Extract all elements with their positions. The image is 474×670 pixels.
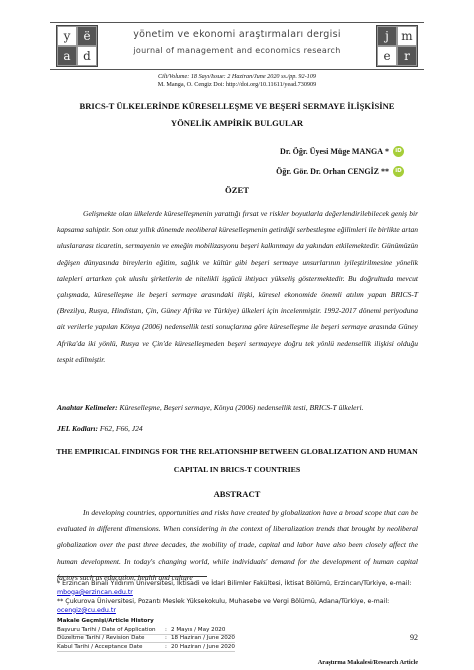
ozet-heading: ÖZET [225,185,249,195]
author-name: Dr. Öğr. Üyesi Müge MANGA [280,147,383,156]
orcid-icon[interactable]: iD [393,166,404,177]
history-label: Düzeltme Tarihi / Revision Date [57,635,145,642]
footnote-text: Erzincan Binali Yıldırım Üniversitesi, İktisadi ve İdari Bilimler Fakültesi, İktisat Bölümü, Erzincan/Türkiye, e-mail: [60,580,412,587]
journal-logo-left [56,25,98,67]
author-2 [276,166,404,177]
volume-issue-line: Cilt/Volume: 18 Sayı/Issue: 2 Haziran/June 2020 ss./pp. 92-109 [158,73,316,80]
logo-letter: r [397,46,417,66]
table-row: Kabul Tarihi / Acceptance Date : 20 Haziran / June 2020 [57,643,235,650]
journal-header [50,22,424,70]
author-1 [280,146,404,157]
footnote-text: Çukurova Üniversitesi, Pozantı Meslek Yüksekokulu, Muhasebe ve Vergi Bölümü, Adana/Türkiye, e-mail: [63,598,390,605]
jel-label: JEL Kodları: [57,424,99,433]
author-name: Öğr. Gör. Dr. Orhan CENGİZ [276,167,379,176]
journal-name [110,29,364,55]
email-link[interactable]: mboga@erzincan.edu.tr [57,588,133,596]
abstract-text: In developing countries, opportunities and risks have created by globalization have a broad scope that can be evaluated in different dimensions. When considering in the context of liberalization trends that brought by neoliberal globalization over the past three decades, the mobility of trade, capital and labor have also been closely affect the human development. In today's changing world, while individuals' demand for the development of human capital factors such as education, health and culture [57,508,418,582]
history-label: Kabul Tarihi / Acceptance Date [57,643,143,650]
paper-title-tr: BRICS-T ÜLKELERİNDE KÜRESELLEŞME VE BEŞERİ SERMAYE İLİŞKİSİNE YÖNELİK AMPİRİK BULGULAR [79,101,395,128]
footnote-2 [57,598,418,615]
affiliation-mark: ** [381,167,389,176]
article-type: Araştırma Makalesi/Research Article [317,659,418,666]
ozet-text: Gelişmekte olan ülkelerde küreselleşmenin yarattığı fırsat ve riskler boyutlarla değerlendirilebilecek geniş bir kapsama sahiptir. Son otuz yıllık dönemde neoliberal küreselleşmenin getirdiği serbestleşme eğilimleri ile birlikte artan uluslararası ticaretin, sermayenin ve emeğin mobilizasyonu beşeri kalkınmayı da yakından etkilemektedir. Günümüzün değişen dünyasında bireylerin eğitim, sağlık ve kültür gibi beşeri sermaye unsurlarının iyileştirilmesine yönelik talepleri artarken çok uluslu şirketlerin de nitelikli işgücü ihtiyacı yükseliş göstermektedir. Bu doğrultuda mevcut çalışmada, küreselleşme ile beşeri sermaye arasındaki ilişki, küresel ekonomide önemli atılım yapan BRICS-T (Brezilya, Rusya, Hindistan, Çin, Güney Afrika ve Türkiye) ülkeleri için incelenmiştir. 1992-2017 dönemi periyoduna ait verilerle yapılan Könya (2006) nedensellik testi sonuçlarına göre küreselleşme ile beşeri sermaye arasında Güney Afrika'da iki yönlü, Rusya ve Çin'de küreselleşmeden beşeri sermayeye doğru tek yönlü nedensellik ilişkisi olduğu tespit edilmiştir. [57,209,418,364]
affiliation-mark: * [385,147,389,156]
logo-letter: e [377,46,397,66]
journal-name-tr: yönetim ve ekonomi araştırmaları dergisi [133,29,341,40]
logo-letter: d [77,46,97,66]
journal-logo-right [376,25,418,67]
paper-title-en: THE EMPIRICAL FINDINGS FOR THE RELATIONSHIP BETWEEN GLOBALIZATION AND HUMAN CAPITAL IN BRICS-T COUNTRIES [56,447,418,474]
history-value: 18 Haziran / June 2020 [171,635,235,642]
footnote-1 [57,580,418,597]
abstract-heading: ABSTRACT [213,489,261,499]
journal-name-en: journal of management and economics research [133,46,341,55]
table-row: Düzeltme Tarihi / Revision Date : 18 Haziran / June 2020 [57,635,235,642]
doi-line: M. Manga, O. Cengiz Doi: http://doi.org/10.11611/yead.730909 [157,81,317,88]
keywords-label: Anahtar Kelimeler: [57,403,118,412]
email-link[interactable]: ocengiz@cu.edu.tr [57,606,116,614]
logo-letter: ë [77,26,97,46]
history-table [57,626,235,652]
footnote-mark: * [57,580,61,587]
table-row: Başvuru Tarihi / Date of Application : 2 Mayıs / May 2020 [57,626,235,634]
keywords-text: Küreselleşme, Beşeri sermaye, Könya (2006) nedensellik testi, BRICS-T ülkeleri. [117,403,364,412]
history-title: Makale Geçmişi/Article History [57,618,154,624]
keywords [57,403,418,412]
jel-codes [57,424,418,433]
history-value: 20 Haziran / June 2020 [171,643,235,650]
logo-letter: m [397,26,417,46]
orcid-icon[interactable]: iD [393,146,404,157]
logo-letter: a [57,46,77,66]
logo-letter: j [377,26,397,46]
history-value: 2 Mayıs / May 2020 [171,626,226,633]
history-label: Başvuru Tarihi / Date of Application [57,626,156,633]
article-history [57,618,317,652]
footnote-mark: ** [57,598,64,605]
jel-text: F62, F66, J24 [98,424,143,433]
page-number: 92 [410,633,418,642]
footnote-divider [57,576,207,577]
logo-letter: y [57,26,77,46]
